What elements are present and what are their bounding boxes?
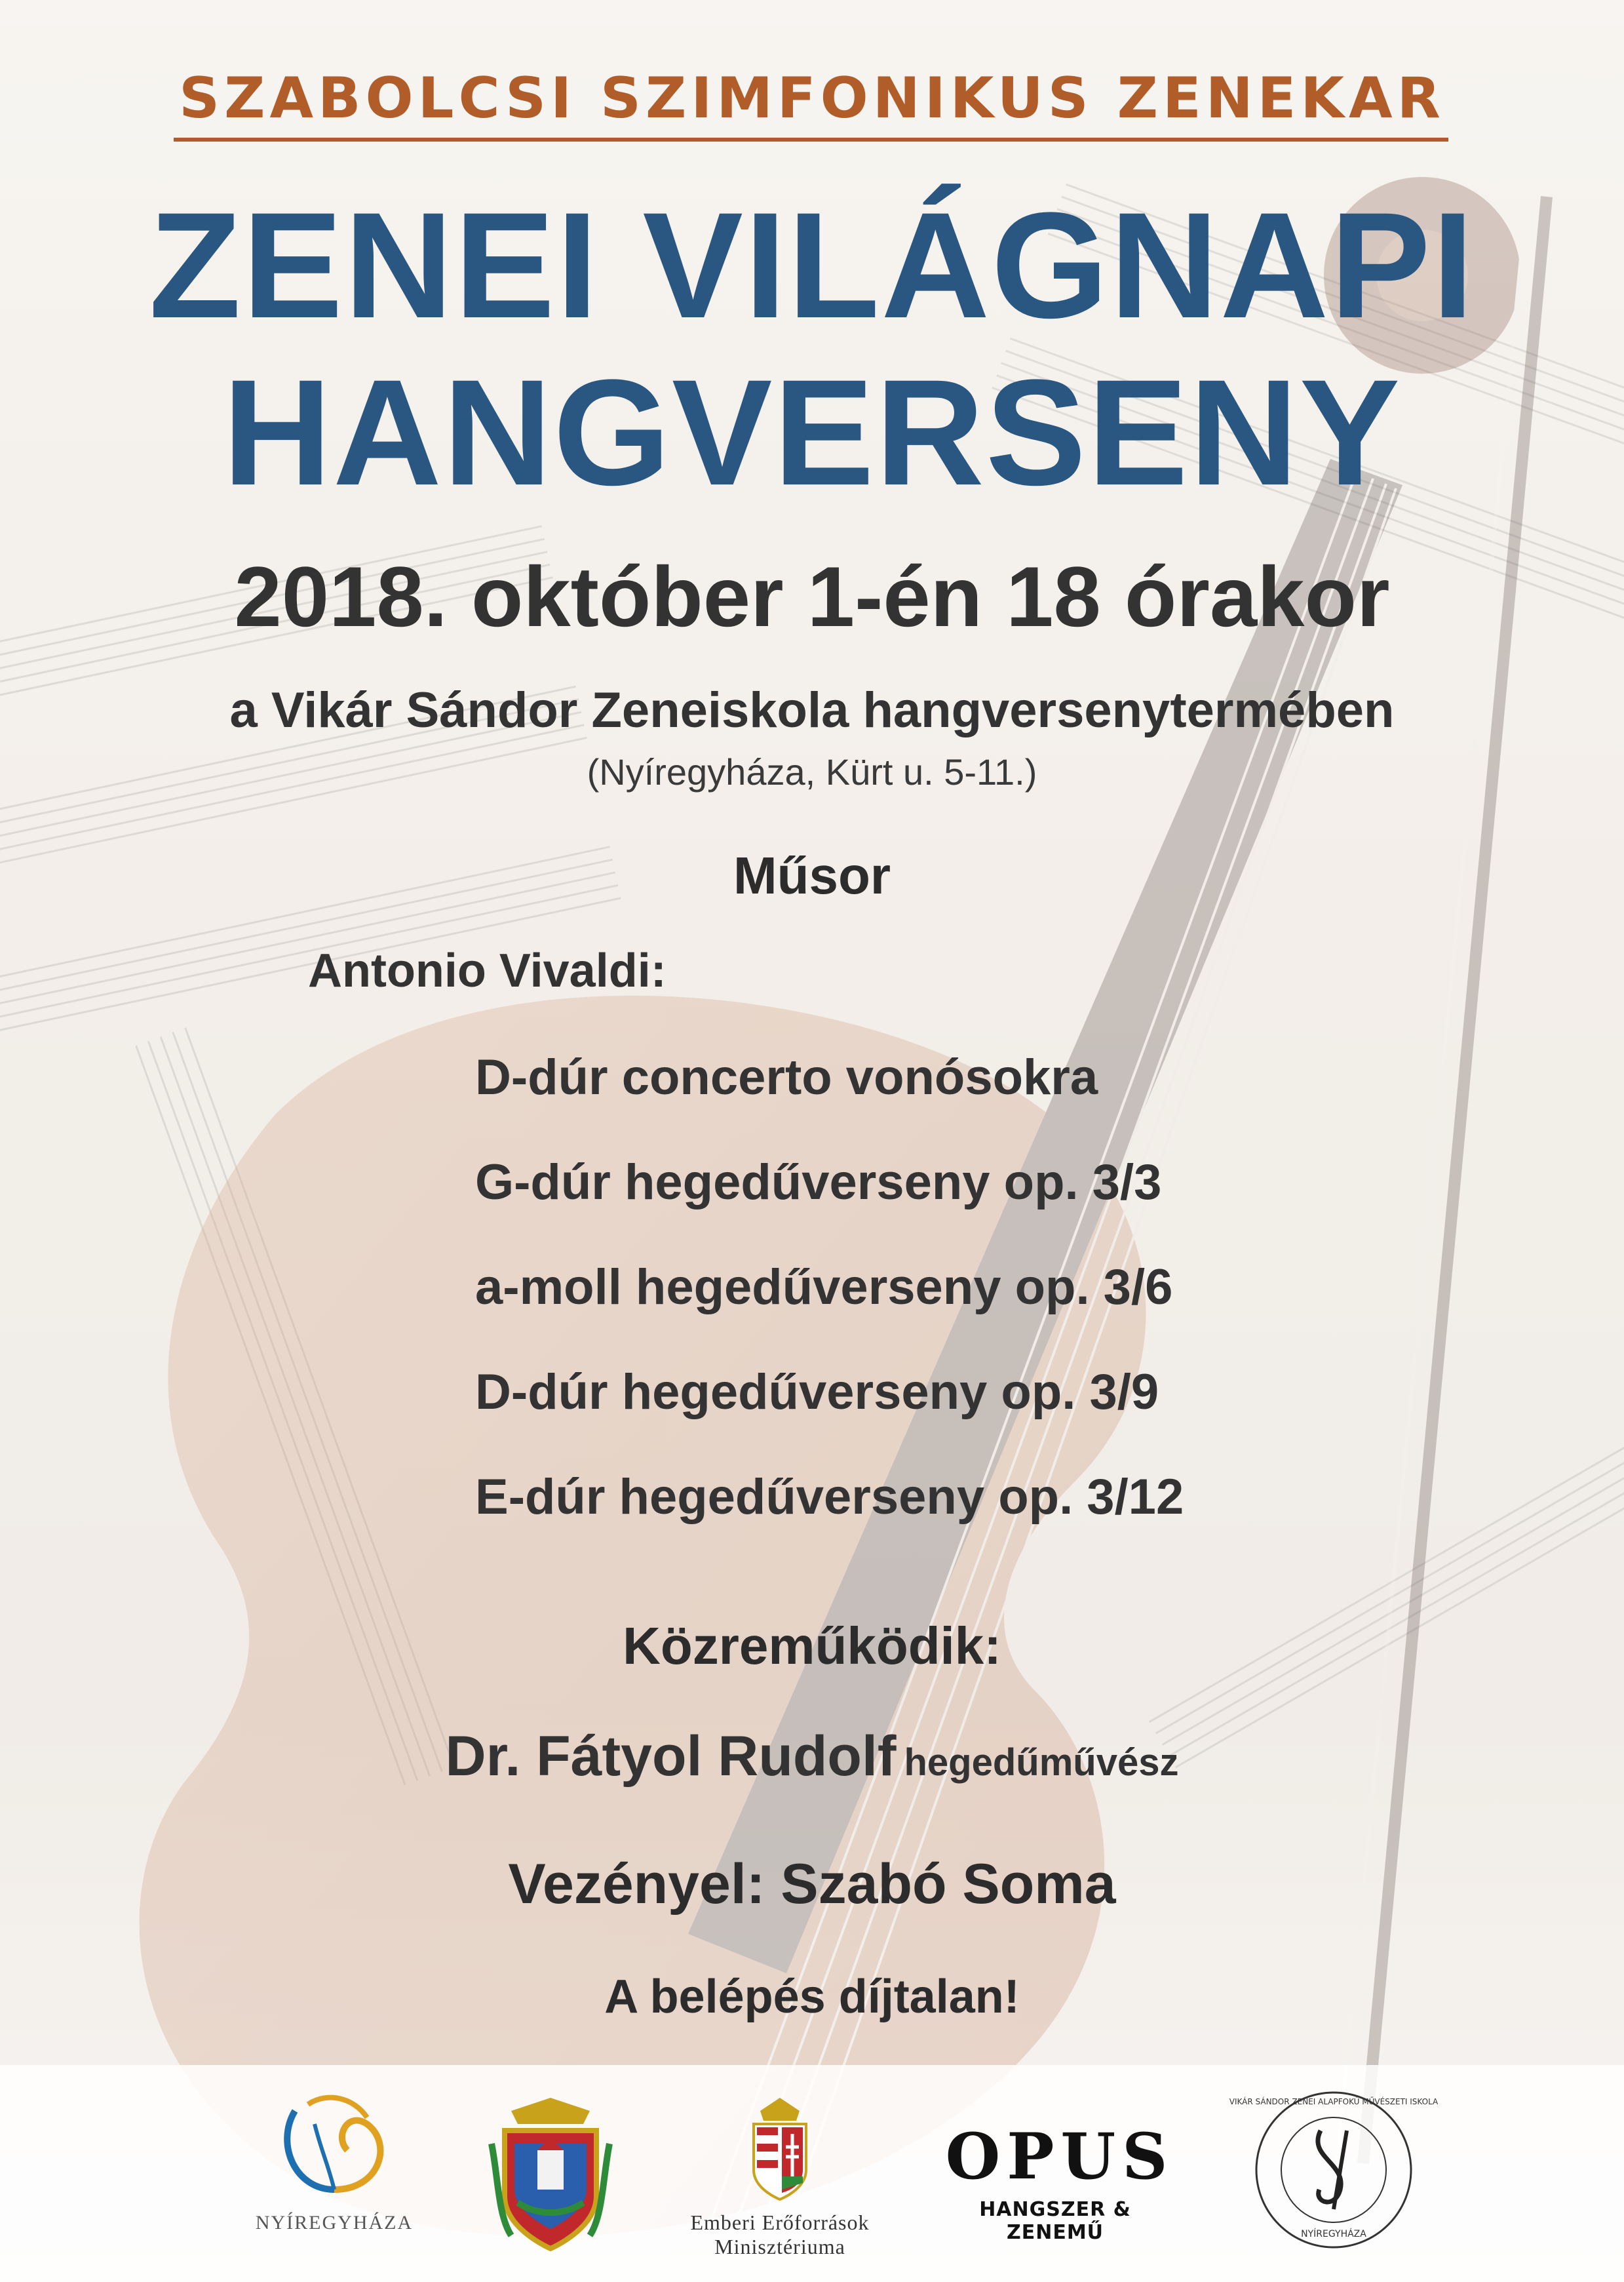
school-seal-emblem-icon bbox=[1229, 2085, 1439, 2255]
program-work: E-dúr hegedűverseny op. 3/12 bbox=[475, 1469, 1184, 1525]
event-title-line1: ZENEI VILÁGNAPI bbox=[149, 181, 1475, 349]
conductor-line: Vezényel: Szabó Soma bbox=[508, 1853, 1116, 1916]
free-entry-note: A belépés díjtalan! bbox=[604, 1971, 1020, 2023]
event-date-time: 2018. október 1-én 18 órakor bbox=[234, 549, 1390, 644]
opus-logo bbox=[937, 2121, 1173, 2244]
opus-tagline: HANGSZER & ZENEMŰ bbox=[979, 2198, 1131, 2244]
school-ring-text: VIKÁR SÁNDOR ZENEI ALAPFOKÚ MŰVÉSZETI ISKOLA bbox=[1229, 2097, 1439, 2106]
soloist-name: Dr. Fátyol Rudolf bbox=[445, 1725, 897, 1788]
opus-brand-row bbox=[937, 2121, 1173, 2193]
school-city-text: NYÍREGYHÁZA bbox=[1301, 2229, 1366, 2239]
hungarian-crest-icon bbox=[744, 2091, 816, 2203]
nyiregyhaza-caption: NYÍREGYHÁZA bbox=[255, 2212, 414, 2233]
composer-name: Antonio Vivaldi: bbox=[308, 945, 667, 997]
event-venue: a Vikár Sándor Zeneiskola hangversenytermében bbox=[229, 682, 1395, 738]
event-address: (Nyíregyháza, Kürt u. 5-11.) bbox=[587, 751, 1037, 793]
ministry-caption-line2: Minisztériuma bbox=[714, 2235, 845, 2258]
program-work: G-dúr hegedűverseny op. 3/3 bbox=[475, 1154, 1162, 1210]
program-heading: Műsor bbox=[733, 846, 891, 905]
ministry-caption-line1: Emberi Erőforrások bbox=[690, 2211, 870, 2234]
orchestra-name: SZABOLCSI SZIMFONIKUS ZENEKAR bbox=[179, 66, 1445, 131]
program-work: a-moll hegedűverseny op. 3/6 bbox=[475, 1259, 1173, 1315]
program-work: D-dúr concerto vonósokra bbox=[475, 1050, 1098, 1105]
nyiregyhaza-emblem-icon bbox=[269, 2085, 400, 2203]
event-title-line2: HANGVERSENY bbox=[222, 348, 1402, 517]
coat-of-arms-icon bbox=[485, 2085, 616, 2255]
soloist-line bbox=[0, 1724, 1624, 1789]
sponsor-logos-band bbox=[0, 2065, 1624, 2282]
ministry-logo bbox=[655, 2091, 904, 2259]
city-coat-of-arms bbox=[472, 2085, 629, 2258]
credits-heading: Közreműködik: bbox=[623, 1617, 1001, 1675]
nyiregyhaza-logo bbox=[236, 2085, 433, 2234]
soloist-role: hegedűművész bbox=[904, 1741, 1179, 1784]
program-work: D-dúr hegedűverseny op. 3/9 bbox=[475, 1364, 1159, 1420]
opus-brand-name: OPUS bbox=[945, 2119, 1174, 2193]
music-school-seal bbox=[1229, 2085, 1439, 2255]
orchestra-underline bbox=[174, 138, 1448, 142]
